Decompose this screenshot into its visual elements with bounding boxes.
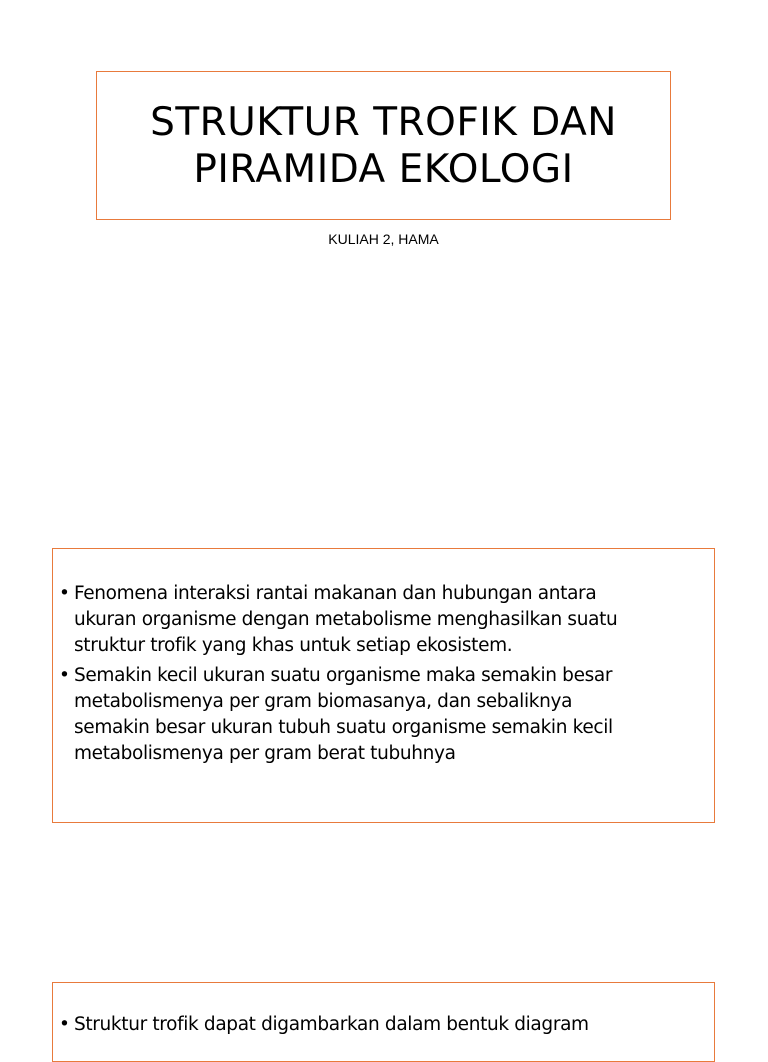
bullet-line: Fenomena interaksi rantai makanan dan hubungan antara bbox=[74, 583, 597, 604]
bullet-item bbox=[59, 663, 704, 767]
bullet-icon: • bbox=[59, 583, 70, 604]
bullet-line: metabolismenya per gram biomasanya, dan sebaliknya bbox=[74, 691, 573, 712]
bullet-line: struktur trofik yang khas untuk setiap ekosistem. bbox=[74, 635, 513, 656]
bullet-icon: • bbox=[59, 665, 70, 686]
bullet-item bbox=[59, 1012, 704, 1038]
bullet-line: metabolismenya per gram berat tubuhnya bbox=[74, 743, 456, 764]
bullet-text bbox=[74, 581, 704, 659]
bullet-line: Semakin kecil ukuran suatu organisme maka semakin besar bbox=[74, 665, 613, 686]
bullet-line: Struktur trofik dapat digambarkan dalam bentuk diagram bbox=[74, 1014, 589, 1035]
bullet-line: ukuran organisme dengan metabolisme menghasilkan suatu bbox=[74, 609, 618, 630]
bullet-list bbox=[53, 549, 714, 767]
bullet-item bbox=[59, 581, 704, 659]
bullet-text bbox=[74, 663, 704, 767]
bullet-line: semakin besar ukuran tubuh suatu organisme semakin kecil bbox=[74, 717, 613, 738]
title-slide-box bbox=[96, 71, 671, 220]
bullet-text bbox=[74, 1012, 704, 1038]
subtitle: KULIAH 2, HAMA bbox=[328, 231, 439, 247]
title-line-1: STRUKTUR TROFIK DAN bbox=[150, 99, 617, 145]
title-line-2: PIRAMIDA EKOLOGI bbox=[193, 146, 574, 192]
bullet-icon: • bbox=[59, 1014, 70, 1035]
bullet-list bbox=[53, 983, 714, 1038]
slide-3-box bbox=[52, 982, 715, 1062]
slide-2-box bbox=[52, 548, 715, 823]
